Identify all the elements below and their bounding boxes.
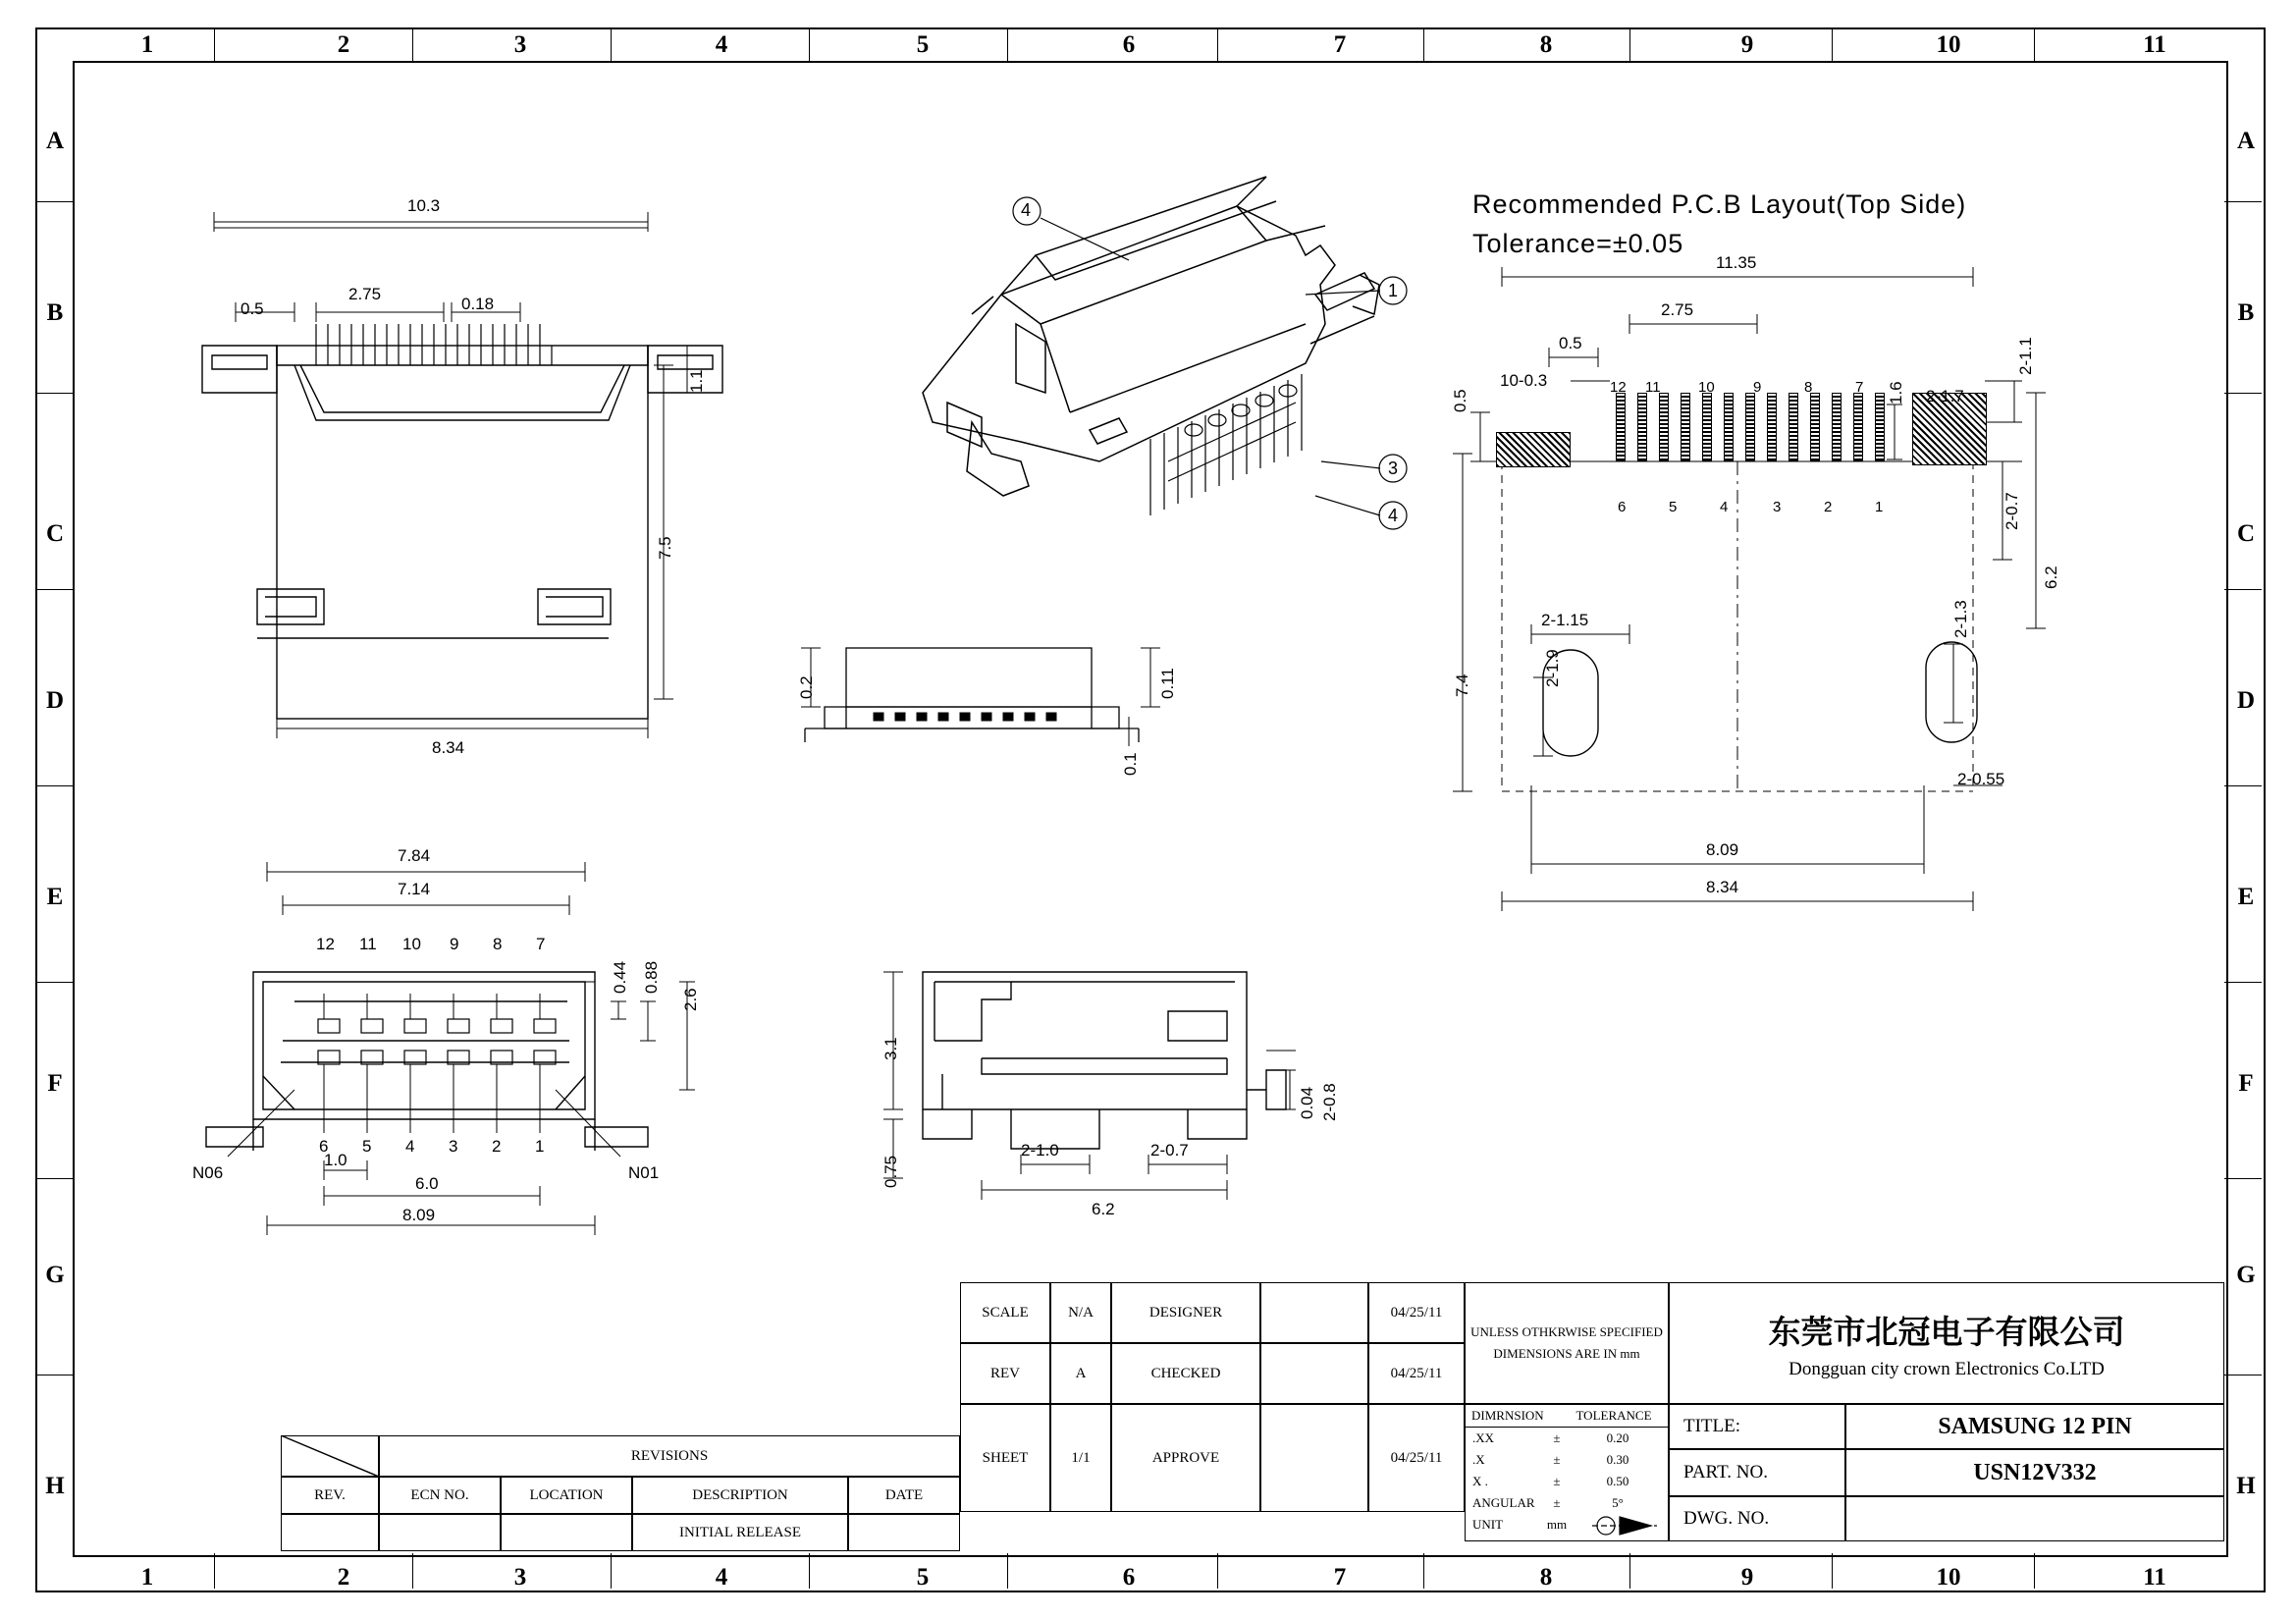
pcb-pad [1702, 393, 1712, 461]
zone-row-left-B: B [46, 299, 64, 326]
pcb-pad [1681, 393, 1690, 461]
zone-row-right-H: H [2236, 1473, 2256, 1499]
pcb-pad-left-ground [1496, 432, 1571, 467]
frame-tick [2224, 982, 2262, 983]
pcb-pad [1616, 393, 1626, 461]
pcb-pad [1767, 393, 1777, 461]
zone-row-left-G: G [45, 1262, 65, 1288]
approve-label: APPROVE [1111, 1404, 1260, 1512]
dim-pcb-2-0-7: 2-0.7 [2002, 492, 2021, 530]
pcb-pin-label-9: 9 [1753, 379, 1762, 396]
frame-tick [1217, 27, 1218, 61]
frame-tick [2224, 589, 2262, 590]
company-block [1669, 1282, 2224, 1404]
sheet-label: SHEET [960, 1404, 1050, 1512]
frame-tick [35, 393, 73, 394]
dim-bottom-1-0: 1.0 [324, 1151, 347, 1169]
checked-value [1260, 1343, 1368, 1404]
leader-label-n01: N01 [628, 1163, 660, 1182]
pcb-pin-label-5: 5 [1669, 499, 1678, 515]
revisions-col-description: DESCRIPTION [632, 1477, 848, 1514]
dim-pcb-2-0-55: 2-0.55 [1957, 770, 2005, 788]
frame-tick [35, 785, 73, 786]
title-value: SAMSUNG 12 PIN [1845, 1404, 2224, 1449]
frame-tick [214, 1553, 215, 1589]
frame-tick [1423, 27, 1424, 61]
pin-label-4: 4 [405, 1137, 415, 1156]
frame-tick [1423, 1553, 1424, 1589]
tolerance-row-3-pm: ± [1553, 1495, 1561, 1510]
dim-bottom-7-14: 7.14 [398, 880, 431, 898]
frame-tick [214, 27, 215, 61]
tolerance-row-4-pm: mm [1546, 1517, 1568, 1532]
frame-tick [2224, 785, 2262, 786]
tolerance-dim-header: DIMRNSION [1465, 1404, 1669, 1428]
zone-col-bottom-5: 5 [916, 1564, 930, 1591]
zone-col-bottom-2: 2 [337, 1564, 350, 1591]
approve-date: 04/25/11 [1368, 1404, 1465, 1512]
revisions-header: REVISIONS [379, 1435, 960, 1477]
pin-label-11: 11 [359, 935, 377, 953]
frame-tick [2224, 201, 2262, 202]
partno-label: PART. NO. [1669, 1449, 1845, 1496]
dim-bottom-0-88: 0.88 [642, 960, 661, 994]
zone-col-top-2: 2 [337, 31, 350, 58]
dim-bottom-0-44: 0.44 [611, 960, 629, 994]
pin-label-7: 7 [536, 935, 546, 953]
dim-front-7-5: 7.5 [656, 536, 674, 560]
dim-front-10-3: 10.3 [407, 196, 441, 215]
pcb-pin-label-2: 2 [1824, 499, 1833, 515]
tolerance-row-0-pm: ± [1553, 1430, 1561, 1445]
dim-pcb-10-0-3: 10-0.3 [1500, 371, 1548, 390]
pcb-pin-label-3: 3 [1773, 499, 1782, 515]
frame-tick [2034, 1553, 2035, 1589]
frame-tick [1832, 27, 1833, 61]
zone-col-bottom-10: 10 [1936, 1564, 1961, 1591]
tolerance-table-frame [1465, 1404, 1669, 1541]
revisions-row-date [848, 1514, 960, 1551]
pcb-pin-label-1: 1 [1875, 499, 1884, 515]
zone-col-top-3: 3 [513, 31, 527, 58]
dim-bottom-7-84: 7.84 [398, 846, 431, 865]
dim-side-2-0-7: 2-0.7 [1150, 1141, 1189, 1160]
revisions-row-description: INITIAL RELEASE [632, 1514, 848, 1551]
dim-bottom-8-09: 8.09 [402, 1206, 436, 1224]
zone-col-bottom-6: 6 [1122, 1564, 1136, 1591]
zone-col-top-1: 1 [140, 31, 154, 58]
zone-col-bottom-8: 8 [1539, 1564, 1553, 1591]
tolerance-row-0-dim: .XX [1472, 1430, 1495, 1445]
partno-value: USN12V332 [1845, 1449, 2224, 1496]
note-line-1: UNLESS OTHKRWISE SPECIFIED [1470, 1324, 1663, 1339]
zone-col-bottom-11: 11 [2143, 1564, 2166, 1591]
dim-pcb-2-75: 2.75 [1661, 300, 1694, 319]
frame-tick [35, 982, 73, 983]
company-name-cn: 东莞市北冠电子有限公司 [1768, 1312, 2125, 1351]
frame-tick [412, 1553, 413, 1589]
dim-side-0-04: 0.04 [1298, 1086, 1316, 1119]
tolerance-row-1-val: 0.30 [1606, 1452, 1629, 1467]
callout-4-top: 4 [1021, 200, 1032, 220]
dim-side-6-2: 6.2 [1092, 1200, 1115, 1218]
frame-tick [1629, 27, 1630, 61]
frame-tick [35, 1178, 73, 1179]
frame-tick [35, 589, 73, 590]
dim-pcb-1-6: 1.6 [1887, 381, 1905, 404]
pcb-layout-tolerance: Tolerance=±0.05 [1472, 229, 1684, 258]
tolerance-row-3-val: 5° [1612, 1495, 1624, 1510]
frame-tick [1007, 1553, 1008, 1589]
pcb-pin-label-6: 6 [1618, 499, 1627, 515]
pcb-pad [1745, 393, 1755, 461]
frame-tick [1007, 27, 1008, 61]
pcb-pin-label-10: 10 [1698, 379, 1715, 396]
callout-1: 1 [1388, 281, 1399, 300]
zone-col-bottom-1: 1 [140, 1564, 154, 1591]
revisions-col-location: LOCATION [501, 1477, 632, 1514]
dim-pcb-0-5a: 0.5 [1559, 334, 1582, 352]
zone-row-left-C: C [45, 520, 65, 547]
dim-pcb-8-34: 8.34 [1706, 878, 1739, 896]
frame-tick [611, 27, 612, 61]
pcb-pin-label-11: 11 [1645, 379, 1661, 396]
zone-col-bottom-9: 9 [1740, 1564, 1754, 1591]
tolerance-row-3-dim: ANGULAR [1472, 1495, 1535, 1510]
dim-pcb-2-1-9: 2-1.9 [1543, 649, 1562, 687]
tolerance-row-4-dim: UNIT [1472, 1517, 1504, 1532]
revisions-row-location [501, 1514, 632, 1551]
approve-value [1260, 1404, 1368, 1512]
frame-tick [412, 27, 413, 61]
frame-tick [2224, 1178, 2262, 1179]
note-line-2: DIMENSIONS ARE IN mm [1493, 1346, 1640, 1361]
zone-row-right-B: B [2237, 299, 2255, 326]
dim-pcb-7-4: 7.4 [1453, 674, 1471, 697]
pcb-pad [1789, 393, 1798, 461]
frame-tick [2034, 27, 2035, 61]
dim-thin-0-1: 0.1 [1121, 752, 1140, 776]
dim-pcb-6-2: 6.2 [2042, 566, 2060, 589]
frame-tick [809, 27, 810, 61]
zone-row-right-C: C [2236, 520, 2256, 547]
pcb-pin-label-4: 4 [1720, 499, 1729, 515]
pcb-pad [1659, 393, 1669, 461]
tolerance-row-2-pm: ± [1553, 1474, 1561, 1488]
dim-pcb-2-1-3: 2-1.3 [1951, 600, 1970, 638]
designer-label: DESIGNER [1111, 1282, 1260, 1343]
tolerance-row-2-dim: X . [1472, 1474, 1488, 1488]
pcb-pin-label-7: 7 [1855, 379, 1864, 396]
pcb-pad [1810, 393, 1820, 461]
zone-row-right-F: F [2238, 1070, 2254, 1097]
dim-front-2-75: 2.75 [348, 285, 382, 303]
frame-tick [35, 201, 73, 202]
pin-label-2: 2 [492, 1137, 502, 1156]
frame-tick [2224, 393, 2262, 394]
zone-row-left-F: F [47, 1070, 63, 1097]
pcb-pin-label-12: 12 [1610, 379, 1627, 396]
pin-label-12: 12 [316, 935, 335, 953]
dim-thin-0-11: 0.11 [1158, 668, 1177, 699]
zone-row-left-A: A [45, 128, 65, 154]
frame-tick [611, 1553, 612, 1589]
tolerance-row-2-val: 0.50 [1606, 1474, 1629, 1488]
notes-block [1465, 1282, 1669, 1404]
tolerance-tol-header: TOLERANCE [1575, 1408, 1652, 1423]
dim-pcb-0-5b: 0.5 [1451, 389, 1469, 412]
dim-side-2-1-0: 2-1.0 [1021, 1141, 1059, 1160]
dim-front-0-5: 0.5 [240, 299, 264, 318]
dwgno-value [1845, 1496, 2224, 1541]
zone-col-top-4: 4 [715, 31, 728, 58]
scale-label: SCALE [960, 1282, 1050, 1343]
pin-label-1: 1 [535, 1137, 545, 1156]
zone-row-right-G: G [2236, 1262, 2256, 1288]
zone-col-top-8: 8 [1539, 31, 1553, 58]
zone-col-top-6: 6 [1122, 31, 1136, 58]
rev-value: A [1050, 1343, 1111, 1404]
dim-bottom-6-0: 6.0 [415, 1174, 439, 1193]
zone-row-right-A: A [2236, 128, 2256, 154]
dim-pcb-11-35: 11.35 [1716, 253, 1757, 272]
scale-value: N/A [1050, 1282, 1111, 1343]
revisions-corner-slash-icon [281, 1435, 379, 1477]
pcb-pad [1637, 393, 1647, 461]
zone-row-right-D: D [2236, 687, 2256, 714]
checked-date: 04/25/11 [1368, 1343, 1465, 1404]
dim-bottom-2-6: 2.6 [681, 988, 700, 1011]
pin-label-10: 10 [402, 935, 421, 953]
tolerance-row-1-pm: ± [1553, 1452, 1561, 1467]
pcb-pad [1875, 393, 1885, 461]
dim-front-1-1: 1.1 [687, 369, 706, 393]
dim-front-8-34: 8.34 [432, 738, 465, 757]
pcb-pin-label-8: 8 [1804, 379, 1813, 396]
sheet-value: 1/1 [1050, 1404, 1111, 1512]
zone-col-top-7: 7 [1333, 31, 1347, 58]
zone-row-left-H: H [45, 1473, 65, 1499]
designer-date: 04/25/11 [1368, 1282, 1465, 1343]
pcb-layout-title: Recommended P.C.B Layout(Top Side) [1472, 189, 1967, 219]
pcb-pad [1853, 393, 1863, 461]
pin-label-5: 5 [362, 1137, 372, 1156]
revisions-col-rev: REV. [281, 1477, 379, 1514]
zone-col-top-10: 10 [1936, 31, 1961, 58]
zone-row-right-E: E [2237, 884, 2255, 910]
dim-pcb-2-1-7: 2-1.7 [1926, 387, 1964, 405]
tolerance-row-0-val: 0.20 [1606, 1430, 1629, 1445]
zone-row-left-E: E [46, 884, 64, 910]
frame-tick [809, 1553, 810, 1589]
zone-row-left-D: D [45, 687, 65, 714]
callout-4-bottom: 4 [1388, 506, 1399, 525]
zone-col-top-9: 9 [1740, 31, 1754, 58]
leader-label-n06: N06 [192, 1163, 224, 1182]
dim-pcb-2-1-15: 2-1.15 [1541, 611, 1589, 629]
revisions-row-ecn [379, 1514, 501, 1551]
zone-col-top-11: 11 [2143, 31, 2166, 58]
dwgno-label: DWG. NO. [1669, 1496, 1845, 1541]
dim-thin-0-2: 0.2 [797, 675, 816, 699]
frame-tick [1832, 1553, 1833, 1589]
checked-label: CHECKED [1111, 1343, 1260, 1404]
revisions-col-date: DATE [848, 1477, 960, 1514]
zone-col-top-5: 5 [916, 31, 930, 58]
pcb-pad [1832, 393, 1842, 461]
frame-tick [1629, 1553, 1630, 1589]
pcb-pad [1724, 393, 1734, 461]
tolerance-row-1-dim: .X [1472, 1452, 1485, 1467]
zone-col-bottom-4: 4 [715, 1564, 728, 1591]
zone-col-bottom-7: 7 [1333, 1564, 1347, 1591]
pin-label-3: 3 [449, 1137, 458, 1156]
dim-pcb-2-1-1: 2-1.1 [2016, 337, 2035, 375]
rev-label: REV [960, 1343, 1050, 1404]
title-label: TITLE: [1669, 1404, 1845, 1449]
dim-side-3-1: 3.1 [881, 1037, 900, 1060]
dim-side-0-75: 0.75 [881, 1155, 900, 1188]
zone-col-bottom-3: 3 [513, 1564, 527, 1591]
company-name-en: Dongguan city crown Electronics Co.LTD [1789, 1358, 2105, 1379]
callout-3: 3 [1388, 458, 1399, 478]
revisions-row-rev [281, 1514, 379, 1551]
pin-label-6: 6 [319, 1137, 329, 1156]
dim-front-0-18: 0.18 [461, 295, 495, 313]
dim-pcb-8-09: 8.09 [1706, 840, 1739, 859]
designer-value [1260, 1282, 1368, 1343]
frame-tick [1217, 1553, 1218, 1589]
pin-label-9: 9 [450, 935, 459, 953]
dim-side-2-0-8: 2-0.8 [1320, 1083, 1339, 1121]
revisions-col-ecn: ECN NO. [379, 1477, 501, 1514]
pin-label-8: 8 [493, 935, 503, 953]
